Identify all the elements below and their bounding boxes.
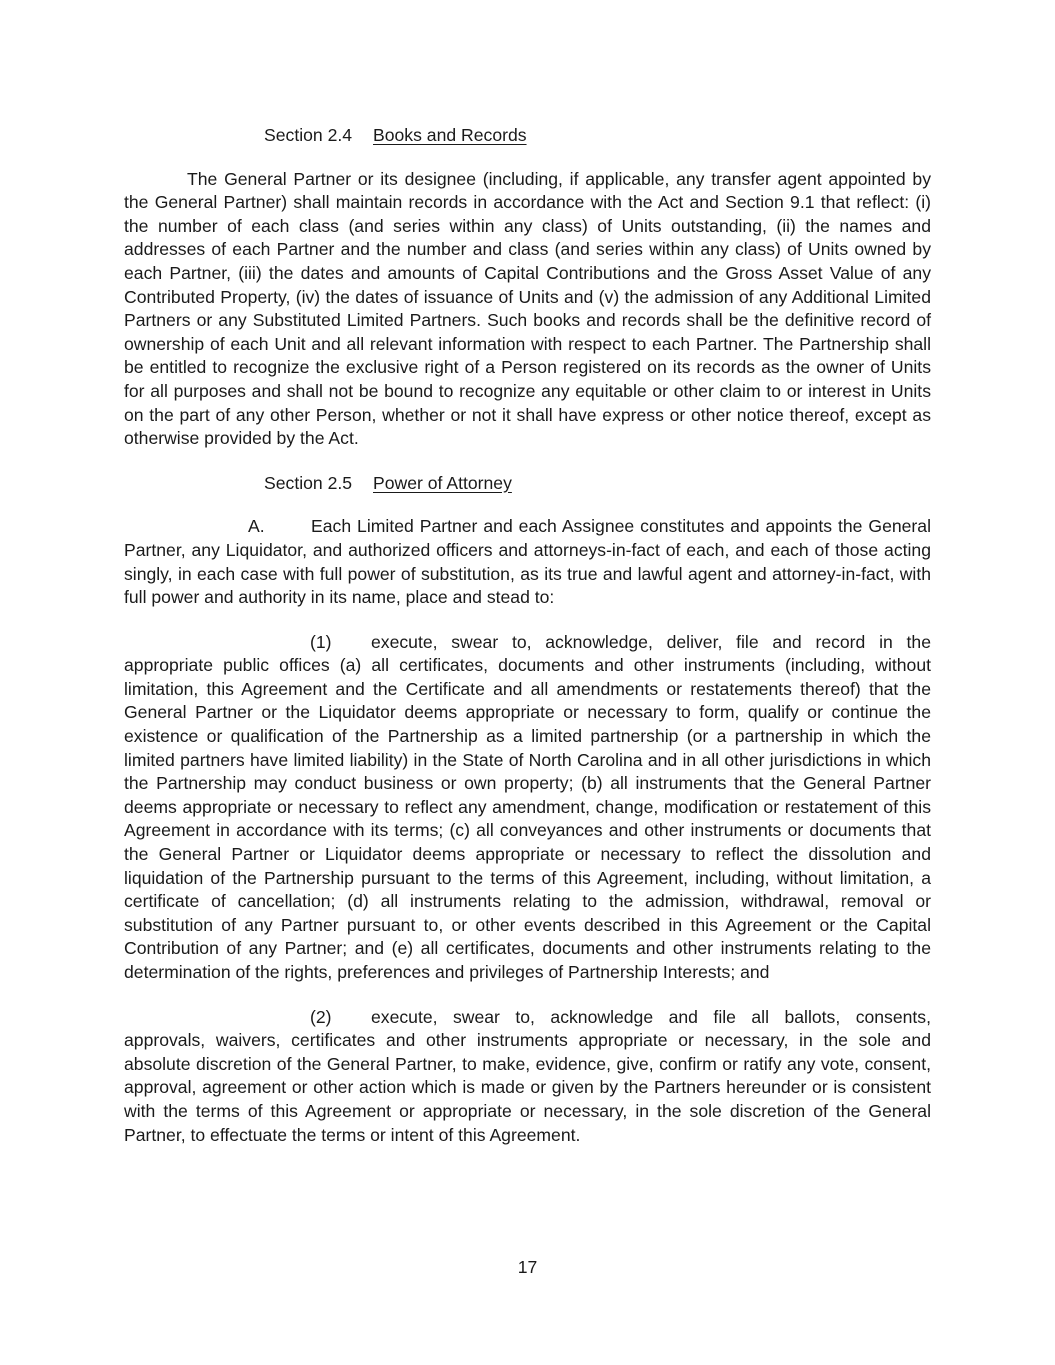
section-title: Books and Records	[373, 125, 527, 145]
subsection-text: Each Limited Partner and each Assignee constitutes and appoints the General Partner, any Liquidator, and authorized officers and attorneys-in-fact of each, and each of those acting singly, in each case with full power of substitution, as its true and lawful agent and attorney-in-fact, with full power and authority in its name, place and stead to:	[124, 516, 931, 608]
section-number: Section 2.5	[264, 472, 353, 493]
section-2-5-heading	[124, 472, 931, 496]
list-item	[124, 1006, 931, 1148]
list-item	[124, 631, 931, 985]
list-item-text: execute, swear to, acknowledge and file all ballots, consents, approvals, waivers, certificates and other instruments appropriate or necessary, in the sole and absolute discretion of the General Partner, to make, evidence, give, confirm or ratify any vote, consent, approval, agreement or other action which is made or given by the Partners hereunder or is consistent with the terms of this Agreement or appropriate or necessary, in the sole discretion of the General Partner, to effectuate the terms or intent of this Agreement.	[124, 1006, 931, 1145]
list-item-text: execute, swear to, acknowledge, deliver, file and record in the appropriate public offices (a) all certificates, documents and other instruments (including, without limitation, this Agreement and the Certificate and all amendments or restatements thereof) that the General Partner or the Liquidator deems appropriate or necessary to form, qualify or continue the existence or qualification of the Partnership as a limited partnership (or a partnership in which the limited partners have limited liability) in the State of North Carolina and in all other jurisdictions in which the Partnership may conduct business or own property; (b) all instruments that the General Partner deems appropriate or necessary to reflect any amendment, change, modification or restatement of this Agreement in accordance with its terms; (c) all conveyances and other instruments or documents that the General Partner or Liquidator deems appropriate or necessary to reflect the dissolution and liquidation of the Partnership pursuant to the terms of this Agreement, including, without limitation, a certificate of cancellation; (d) all instruments relating to the admission, withdrawal, removal or substitution of any Partner pursuant to, or other events described in this Agreement or the Capital Contribution of any Partner; and (e) all certificates, documents and other instruments relating to the determination of the rights, preferences and privileges of Partnership Interests; and	[124, 631, 931, 982]
subsection-marker: A.	[248, 516, 265, 537]
list-item-marker: (1)	[310, 631, 332, 652]
list-item-marker: (2)	[310, 1006, 332, 1027]
section-number: Section 2.4	[264, 125, 353, 145]
page-number: 17	[517, 1257, 538, 1277]
section-title: Power of Attorney	[373, 472, 512, 493]
section-2-4-heading	[124, 124, 931, 148]
section-2-4-paragraph: The General Partner or its designee (including, if applicable, any transfer agent appointed by the General Partner) shall maintain records in accordance with the Act and Section 9.1 that reflect: (i) the number of each class (and series within any class) of Units outstanding, (ii) the names and addresses of each Partner and the number and class (and series within any class) of Units owned by each Partner, (iii) the dates and amounts of Capital Contributions and the Gross Asset Value of any Contributed Property, (iv) the dates of issuance of Units and (v) the admission of any Additional Limited Partners or any Substituted Limited Partners. Such books and records shall be the definitive record of ownership of each Unit and all relevant information with respect to each Partner. The Partnership shall be entitled to recognize the exclusive right of a Person registered on its records as the owner of Units for all purposes and shall not be bound to recognize any equitable or other claim to or interest in Units on the part of any other Person, whether or not it shall have express or other notice thereof, except as otherwise provided by the Act.	[124, 168, 931, 449]
subsection-a-paragraph	[124, 515, 931, 609]
page-content	[124, 124, 931, 1168]
